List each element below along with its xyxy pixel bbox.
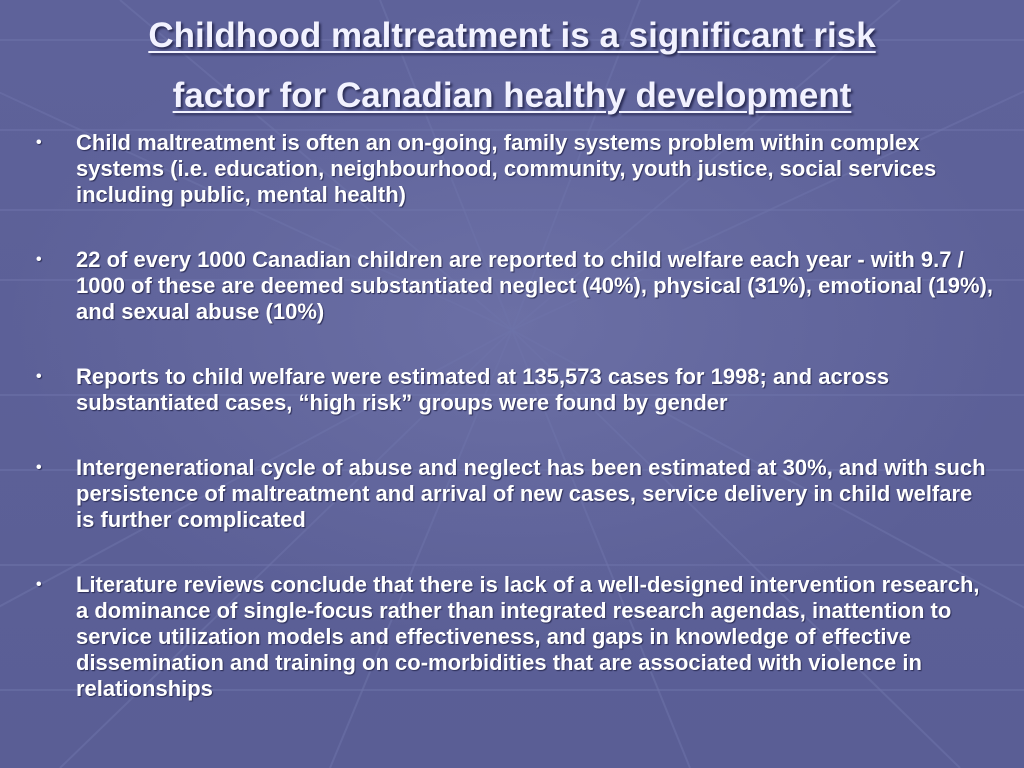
- bullet-icon: •: [36, 251, 42, 268]
- bullet-item: [36, 130, 994, 208]
- bullet-list: [36, 130, 994, 741]
- bullet-text: Child maltreatment is often an on-going, family systems problem within complex systems (i.e. education, neighbourhood, community, youth justice, social services including public, mental health): [76, 130, 937, 207]
- bullet-item: [36, 455, 994, 533]
- bullet-text: 22 of every 1000 Canadian children are reported to child welfare each year - with 9.7 / 1000 of these are deemed substantiated neglect (40%), physical (31%), emotional (19%), and sexual abuse (10%): [76, 247, 993, 324]
- bullet-text: Intergenerational cycle of abuse and neglect has been estimated at 30%, and with such persistence of maltreatment and arrival of new cases, service delivery in child welfare is further complicated: [76, 455, 986, 532]
- title-line-1: Childhood maltreatment is a significant risk: [148, 16, 876, 55]
- bullet-icon: •: [36, 134, 42, 151]
- bullet-item: [36, 364, 994, 416]
- bullet-icon: •: [36, 459, 42, 476]
- bullet-icon: •: [36, 576, 42, 593]
- bullet-item: [36, 247, 994, 325]
- bullet-icon: •: [36, 368, 42, 385]
- bullet-item: [36, 572, 994, 702]
- title-line-2: factor for Canadian healthy development: [172, 76, 852, 115]
- bullet-text: Literature reviews conclude that there is lack of a well-designed intervention research, a dominance of single-focus rather than integrated research agendas, inattention to service utilization models and effectiveness, and gaps in knowledge of effective dissemination and training on co-morbidities that are associated with violence in relationships: [76, 572, 980, 701]
- bullet-text: Reports to child welfare were estimated at 135,573 cases for 1998; and across substantiated cases, “high risk” groups were found by gender: [76, 364, 890, 415]
- slide-title: [40, 6, 984, 126]
